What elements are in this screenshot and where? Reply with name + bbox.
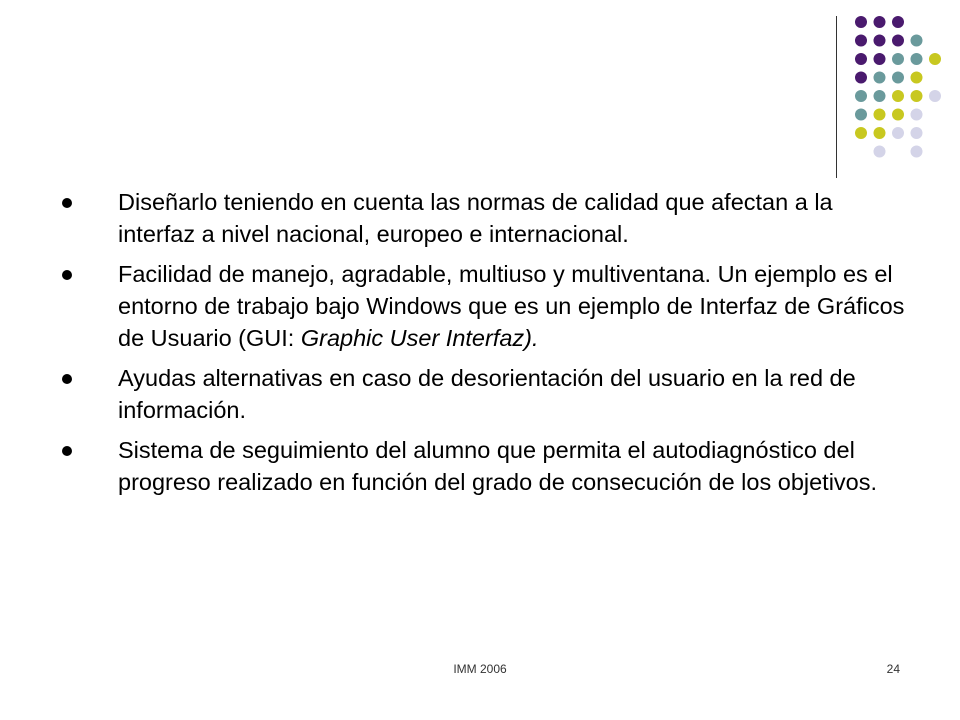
decor-dot-olive <box>911 72 923 84</box>
decor-dot-purple <box>874 53 886 65</box>
decor-dot-lavender <box>892 127 904 139</box>
bullet-text-italic-segment: Graphic User Interfaz). <box>300 325 539 351</box>
decor-dot-purple <box>855 16 867 28</box>
decor-dot-teal <box>911 53 923 65</box>
decor-dot-lavender <box>874 146 886 158</box>
bullet-dot-icon <box>62 446 72 456</box>
bullet-dot-icon <box>62 374 72 384</box>
decor-dot-olive <box>892 90 904 102</box>
decor-dot-purple <box>855 53 867 65</box>
decor-dot-teal <box>892 72 904 84</box>
decor-dot-teal <box>855 109 867 121</box>
decor-dot-purple <box>892 35 904 47</box>
bullet-text-segment: Sistema de seguimiento del alumno que permita el autodiagnóstico del progreso realizado en función del grado de consecución de los objetivos. <box>118 437 878 495</box>
bullet-text-segment: Diseñarlo teniendo en cuenta las normas de calidad que afectan a la interfaz a nivel nacional, europeo e internacional. <box>118 189 833 247</box>
bullet-text <box>118 437 877 495</box>
vertical-divider-line <box>836 16 837 178</box>
decor-dot-purple <box>892 16 904 28</box>
footer-label: IMM 2006 <box>453 662 507 676</box>
decor-dot-lavender <box>911 109 923 121</box>
decor-dot-purple <box>855 35 867 47</box>
decor-dot-olive <box>874 127 886 139</box>
decor-dot-lavender <box>911 146 923 158</box>
bullet-text <box>118 365 856 423</box>
decor-dot-olive <box>874 109 886 121</box>
decor-dot-olive <box>929 53 941 65</box>
bullet-item <box>0 362 908 426</box>
decor-dot-teal <box>874 90 886 102</box>
decor-dot-purple <box>874 35 886 47</box>
bullet-text <box>118 189 833 247</box>
decor-dot-teal <box>874 72 886 84</box>
decor-dot-purple <box>874 16 886 28</box>
decor-dot-olive <box>855 127 867 139</box>
bullet-dot-icon <box>62 270 72 280</box>
bullet-item <box>0 258 908 354</box>
decor-dot-lavender <box>911 127 923 139</box>
page-number: 24 <box>886 662 900 676</box>
bullet-item <box>0 186 908 250</box>
decor-dot-lavender <box>929 90 941 102</box>
bullet-item <box>0 434 908 498</box>
bullet-text <box>118 261 904 351</box>
bullet-text-segment: Ayudas alternativas en caso de desorientación del usuario en la red de información. <box>118 365 856 423</box>
decor-dot-teal <box>911 35 923 47</box>
decor-dot-purple <box>855 72 867 84</box>
bullet-list <box>0 186 960 506</box>
decor-dot-olive <box>892 109 904 121</box>
bullet-dot-icon <box>62 198 72 208</box>
decor-dot-olive <box>911 90 923 102</box>
decor-dot-teal <box>892 53 904 65</box>
decor-dot-teal <box>855 90 867 102</box>
decorative-dot-grid <box>0 0 960 200</box>
bullet-text-segment: Facilidad de manejo, agradable, multiuso y multiventana. Un ejemplo es el entorno de trabajo bajo Windows que es un ejemplo de Interfaz de Gráficos de Usuario (GUI: <box>118 261 905 351</box>
